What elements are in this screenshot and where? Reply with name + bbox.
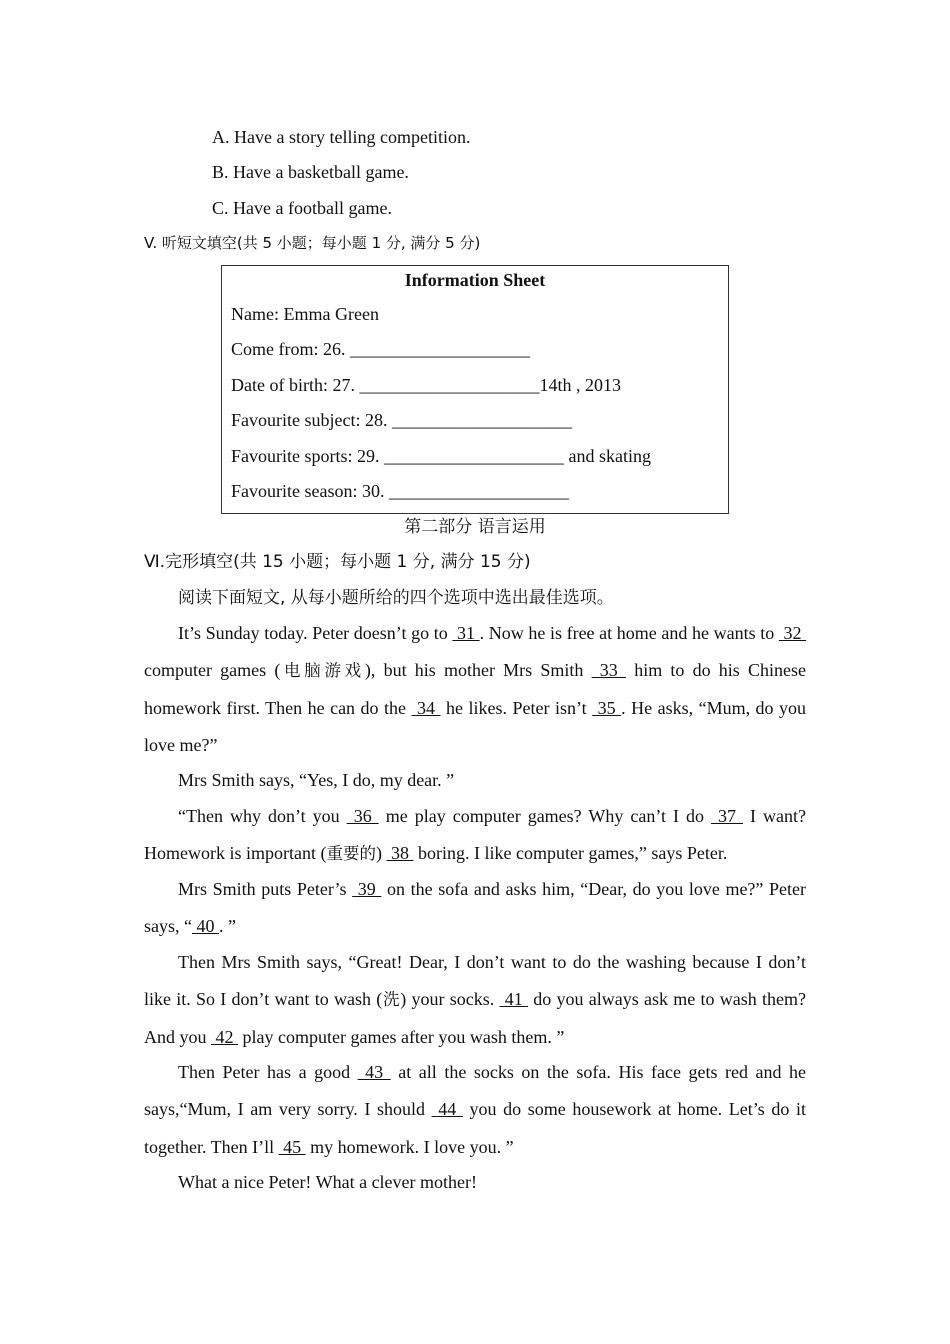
blank-39: 39 <box>352 879 382 899</box>
passage-text: boring. I like computer games,” says Peter. <box>417 843 728 864</box>
blank-40: 40 <box>192 916 219 937</box>
passage-text: It’s Sunday today. Peter doesn’t go to <box>178 623 448 643</box>
passage-paragraph-6 <box>144 1054 806 1166</box>
info-row-name: Name: Emma Green <box>231 304 379 324</box>
blank-36: 36 <box>346 806 379 826</box>
passage-paragraph-5 <box>144 944 806 1056</box>
passage-text: my homework. I love you. ” <box>310 1136 514 1157</box>
passage-chinese-gloss: 重要的 <box>326 844 376 864</box>
blank-35: 35 <box>592 697 622 718</box>
passage-text: “Then why don’t you <box>178 806 340 826</box>
blank-34: 34 <box>411 697 441 718</box>
passage-text: What a nice Peter! What a clever mother! <box>178 1172 478 1192</box>
passage-chinese-gloss: 电脑游戏 <box>280 661 365 681</box>
passage-chinese-gloss: 洗 <box>382 990 401 1010</box>
passage-text: ) <box>375 843 382 864</box>
passage-text: Then Peter has a good <box>178 1062 351 1082</box>
info-row-favourite-season: Favourite season: 30. ____________________ <box>231 481 569 501</box>
passage-text: . ” <box>219 916 236 937</box>
passage-text: I want? Homework is important ( <box>144 806 807 864</box>
blank-43: 43 <box>357 1062 391 1082</box>
passage-text: . Now he is free at home and he wants to <box>479 623 775 643</box>
passage-text: Mrs Smith puts Peter’s <box>178 879 347 899</box>
passage-text: do you always ask me to wash them? And you <box>144 989 807 1047</box>
passage-text: computer games ( <box>144 660 281 681</box>
passage-text: ), but his mother Mrs Smith <box>364 660 584 681</box>
passage-text: play computer games after you wash them. ” <box>242 1026 565 1047</box>
passage-text: . He asks, “Mum, do you love me?” <box>144 697 807 755</box>
information-sheet <box>221 265 729 514</box>
passage-paragraph-7 <box>144 1164 806 1201</box>
part-2-heading: 第二部分 语言运用 <box>404 517 546 537</box>
blank-41: 41 <box>499 989 528 1010</box>
passage-paragraph-4 <box>144 871 806 946</box>
passage-text: him to do his Chinese homework first. Then he can do the <box>144 660 807 718</box>
blank-31: 31 <box>452 623 480 643</box>
blank-42: 42 <box>211 1026 238 1047</box>
option-b: B. Have a basketball game. <box>212 162 409 182</box>
passage-text: Then Mrs Smith says, “Great! Dear, I don’t want to do the washing because I don’t like it. So I don’t want to wash ( <box>144 952 806 1010</box>
passage-text: at all the socks on the sofa. His face gets red and he says,“Mum, I am very sorry. I should <box>144 1062 807 1120</box>
passage-text: on the sofa and asks him, “Dear, do you love me?” Peter says, “ <box>144 879 807 937</box>
passage-text: you do some housework at home. Let’s do it together. Then I’ll <box>144 1099 806 1157</box>
section-6-heading: Ⅵ.完形填空(共 15 小题；每小题 1 分, 满分 15 分) <box>144 552 531 572</box>
passage-text: ) your socks. <box>400 989 495 1010</box>
blank-37: 37 <box>711 806 744 826</box>
option-c: C. Have a football game. <box>212 198 392 218</box>
blank-33: 33 <box>591 660 626 681</box>
info-row-come-from: Come from: 26. ____________________ <box>231 339 530 359</box>
section-5-heading: V. 听短文填空(共 5 小题；每小题 1 分, 满分 5 分) <box>144 234 481 252</box>
blank-38: 38 <box>386 843 414 864</box>
blank-32: 32 <box>778 623 806 643</box>
blank-44: 44 <box>431 1099 463 1120</box>
info-row-date-of-birth: Date of birth: 27. ____________________14th , 2013 <box>231 375 621 395</box>
section-6-instruction: 阅读下面短文, 从每小题所给的四个选项中选出最佳选项。 <box>178 588 614 608</box>
blank-45: 45 <box>278 1136 306 1157</box>
info-row-favourite-sports: Favourite sports: 29. ____________________ and skating <box>231 446 651 466</box>
information-sheet-title: Information Sheet <box>404 270 546 290</box>
passage-paragraph-2 <box>144 762 806 799</box>
passage-paragraph-3 <box>144 798 806 873</box>
info-row-favourite-subject: Favourite subject: 28. ____________________ <box>231 410 572 430</box>
passage-text: he likes. Peter isn’t <box>446 697 587 718</box>
passage-text: me play computer games? Why can’t I do <box>385 806 704 826</box>
option-a: A. Have a story telling competition. <box>212 127 471 147</box>
passage-paragraph-1 <box>144 615 806 764</box>
passage-text: Mrs Smith says, “Yes, I do, my dear. ” <box>178 770 455 790</box>
